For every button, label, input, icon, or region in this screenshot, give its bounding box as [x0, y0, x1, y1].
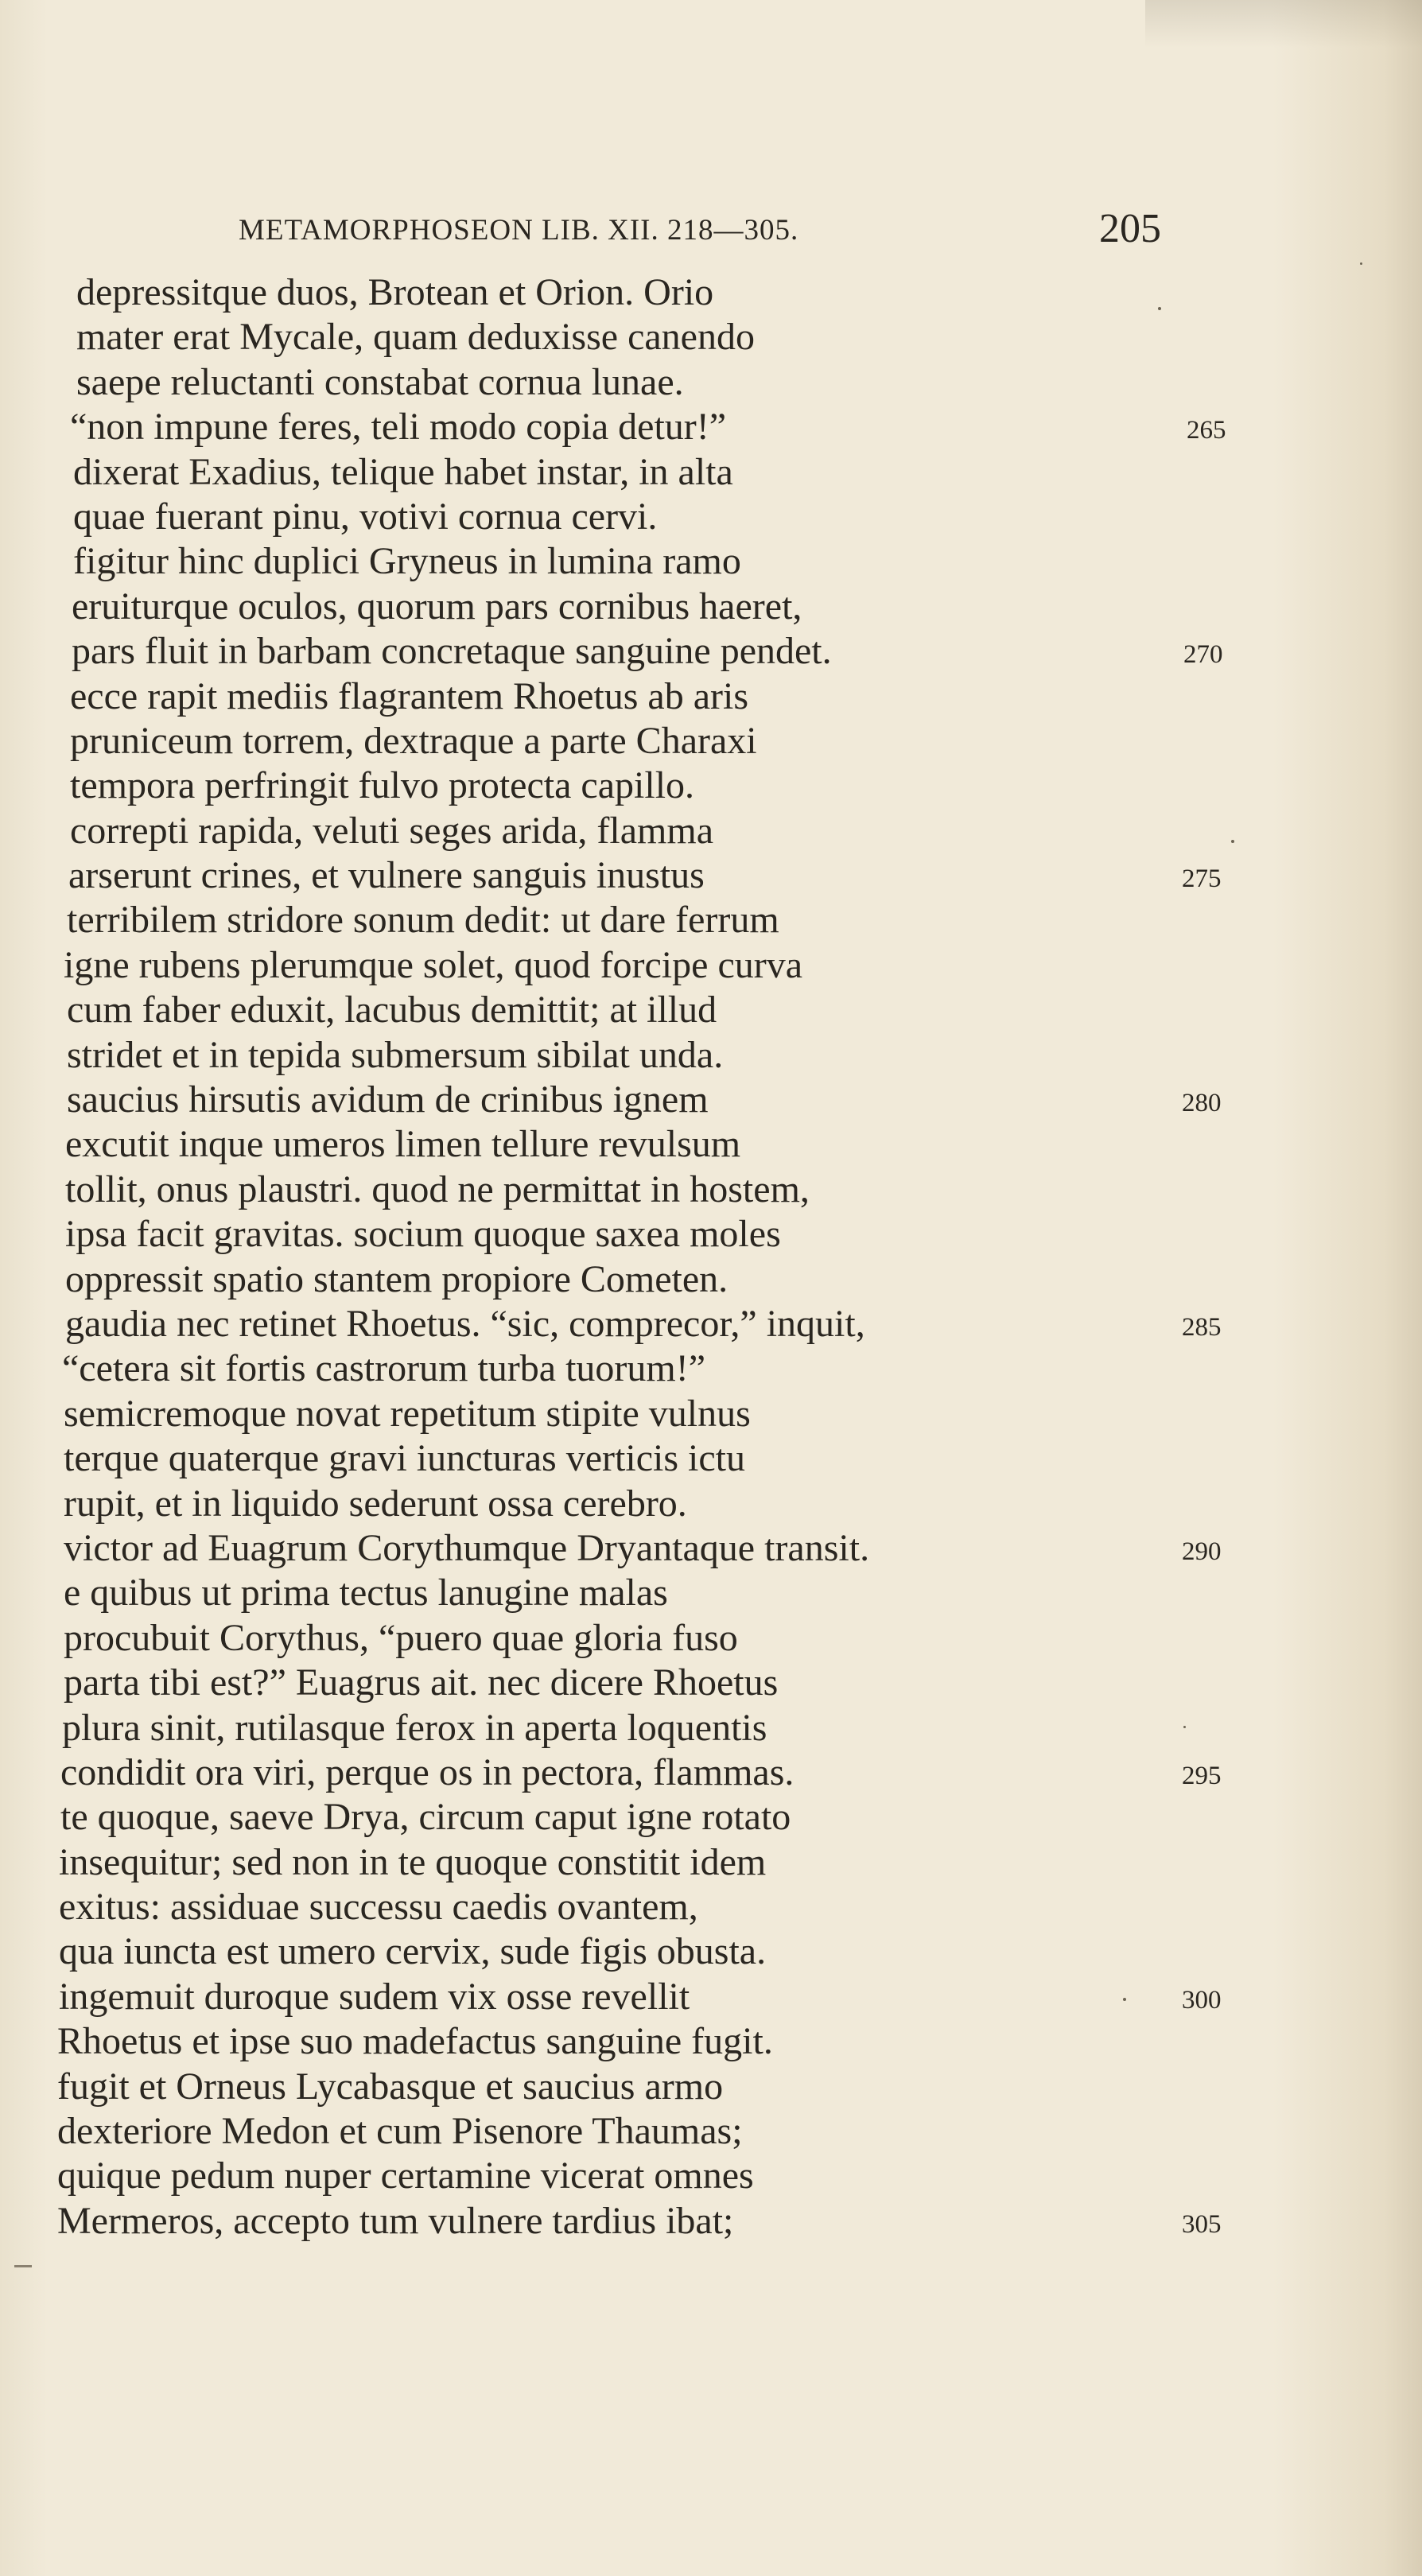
verse-text: dexteriore Medon et cum Pisenore Thaumas;: [57, 2110, 743, 2153]
verse-line: [0, 1706, 1422, 1750]
page-number: 205: [1099, 206, 1161, 251]
verse-text: fugit et Orneus Lycabasque et saucius armo: [57, 2065, 724, 2108]
verse-text: te quoque, saeve Drya, circum caput igne rotato: [60, 1796, 791, 1839]
verse-text: mater erat Mycale, quam deduxisse canendo: [76, 316, 755, 359]
verse-line: [0, 2019, 1422, 2064]
verse-line: [0, 629, 1422, 674]
verse-text: “non impune feres, teli modo copia detur!”: [70, 406, 727, 449]
verse-line: [0, 1526, 1422, 1571]
verse-line: [0, 270, 1422, 315]
verse-line: [0, 2065, 1422, 2109]
verse-line: [0, 1975, 1422, 2019]
verse-text: rupit, et in liquido sederunt ossa cerebro.: [64, 1482, 687, 1525]
verse-line: [0, 763, 1422, 808]
verse-text: igne rubens plerumque solet, quod forcipe curva: [64, 943, 803, 986]
line-number: 290: [1182, 1537, 1222, 1566]
verse-text: stridet et in tepida submersum sibilat unda.: [67, 1033, 724, 1076]
verse-block: [0, 270, 1422, 2244]
verse-text: pars fluit in barbam concretaque sanguine pendet.: [72, 630, 832, 673]
verse-line: [0, 1885, 1422, 1929]
ink-speck: [1183, 1726, 1186, 1728]
verse-line: [0, 674, 1422, 719]
verse-line: [0, 495, 1422, 539]
verse-text: ecce rapit mediis flagrantem Rhoetus ab aris: [70, 674, 749, 717]
verse-line: [0, 1482, 1422, 1526]
verse-text: saucius hirsutis avidum de crinibus ignem: [67, 1078, 709, 1121]
verse-line: [0, 585, 1422, 629]
verse-line: [0, 1750, 1422, 1795]
verse-text: e quibus ut prima tectus lanugine malas: [64, 1572, 668, 1614]
verse-line: [0, 719, 1422, 763]
verse-text: saepe reluctanti constabat cornua lunae.: [76, 360, 684, 403]
line-number: 275: [1182, 864, 1222, 894]
verse-line: [0, 1212, 1422, 1257]
line-number: 295: [1182, 1761, 1222, 1790]
verse-text: depressitque duos, Brotean et Orion. Orio: [76, 271, 714, 313]
verse-line: [0, 1795, 1422, 1840]
verse-text: Rhoetus et ipse suo madefactus sanguine fugit.: [57, 2020, 773, 2063]
ink-speck: [1123, 1998, 1126, 2001]
verse-line: [0, 898, 1422, 942]
verse-line: [0, 360, 1422, 405]
verse-line: [0, 988, 1422, 1032]
verse-line: [0, 1840, 1422, 1885]
verse-text: gaudia nec retinet Rhoetus. “sic, comprecor,” inquit,: [65, 1302, 865, 1345]
verse-line: [0, 1122, 1422, 1167]
verse-line: [0, 1302, 1422, 1346]
verse-line: [0, 2154, 1422, 2198]
verse-line: [0, 1168, 1422, 1212]
verse-text: terque quaterque gravi iuncturas verticis ictu: [64, 1437, 745, 1480]
ink-speck: [1158, 307, 1161, 310]
verse-line: [0, 809, 1422, 853]
verse-text: quae fuerant pinu, votivi cornua cervi.: [73, 495, 658, 538]
line-number: 305: [1182, 2209, 1222, 2239]
verse-text: “cetera sit fortis castrorum turba tuorum!”: [62, 1347, 706, 1390]
verse-line: [0, 1033, 1422, 1078]
verse-line: [0, 1257, 1422, 1302]
verse-text: victor ad Euagrum Corythumque Dryantaque transit.: [64, 1526, 870, 1569]
verse-line: [0, 1078, 1422, 1122]
verse-text: parta tibi est?” Euagrus ait. nec dicere Rhoetus: [64, 1661, 779, 1704]
verse-text: procubuit Corythus, “puero quae gloria fuso: [64, 1616, 738, 1659]
ink-speck: [1360, 262, 1362, 265]
verse-line: [0, 1571, 1422, 1615]
margin-mark: [14, 2265, 32, 2267]
verse-line: [0, 1392, 1422, 1436]
verse-line: [0, 2199, 1422, 2244]
verse-text: condidit ora viri, perque os in pectora, flammas.: [60, 1750, 795, 1793]
line-number: 280: [1182, 1089, 1222, 1118]
verse-line: [0, 315, 1422, 359]
verse-text: cum faber eduxit, lacubus demittit; at illud: [67, 989, 717, 1032]
line-number: 270: [1183, 640, 1223, 670]
verse-text: qua iuncta est umero cervix, sude figis obusta.: [59, 1930, 767, 1973]
verse-line: [0, 539, 1422, 584]
verse-text: pruniceum torrem, dextraque a parte Charaxi: [70, 719, 757, 762]
verse-line: [0, 1616, 1422, 1661]
line-number: 300: [1182, 1985, 1222, 2015]
verse-text: arserunt crines, et vulnere sanguis inustus: [68, 854, 705, 897]
verse-line: [0, 1661, 1422, 1705]
verse-line: [0, 1346, 1422, 1391]
verse-text: ingemuit duroque sudem vix osse revellit: [59, 1975, 690, 2018]
verse-text: dixerat Exadius, telique habet instar, in alta: [73, 450, 733, 493]
verse-text: exitus: assiduae successu caedis ovantem,: [59, 1886, 698, 1929]
line-number: 265: [1187, 416, 1226, 445]
verse-text: ipsa facit gravitas. socium quoque saxea moles: [65, 1213, 781, 1256]
page-edge-shadow: [1145, 0, 1422, 48]
verse-line: [0, 2109, 1422, 2154]
verse-text: tollit, onus plaustri. quod ne permittat in hostem,: [65, 1168, 810, 1210]
verse-text: Mermeros, accepto tum vulnere tardius ibat;: [57, 2199, 734, 2242]
verse-text: semicremoque novat repetitum stipite vulnus: [64, 1392, 751, 1435]
verse-text: oppressit spatio stantem propiore Cometen.: [65, 1257, 728, 1300]
ink-speck: [1231, 840, 1234, 843]
verse-line: [0, 1436, 1422, 1481]
verse-text: correpti rapida, veluti seges arida, flamma: [70, 809, 713, 852]
verse-text: eruiturque oculos, quorum pars cornibus haeret,: [72, 585, 802, 627]
verse-text: excutit inque umeros limen tellure revulsum: [65, 1123, 741, 1166]
verse-line: [0, 450, 1422, 495]
verse-text: quique pedum nuper certamine vicerat omnes: [57, 2154, 754, 2197]
verse-text: tempora perfringit fulvo protecta capillo.: [70, 764, 695, 807]
verse-text: plura sinit, rutilasque ferox in aperta loquentis: [62, 1706, 767, 1749]
verse-text: figitur hinc duplici Gryneus in lumina ramo: [73, 540, 741, 583]
verse-line: [0, 853, 1422, 898]
verse-text: terribilem stridore sonum dedit: ut dare ferrum: [67, 899, 779, 942]
running-title: METAMORPHOSEON LIB. XII. 218—305.: [239, 214, 799, 247]
verse-line: [0, 943, 1422, 988]
line-number: 285: [1182, 1312, 1222, 1342]
verse-line: [0, 1929, 1422, 1974]
verse-line: [0, 405, 1422, 449]
verse-text: insequitur; sed non in te quoque constitit idem: [59, 1840, 767, 1883]
